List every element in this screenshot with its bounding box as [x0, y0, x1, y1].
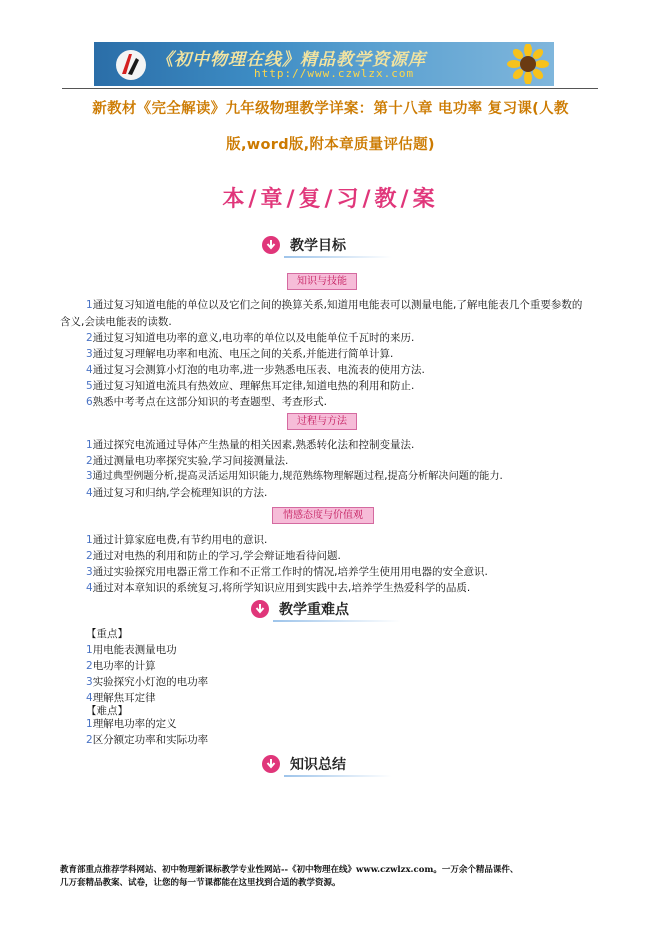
section-underline — [284, 775, 392, 777]
tag-attitude-values: 情感态度与价值观 — [272, 507, 374, 524]
list-item: 4通过复习会测算小灯泡的电功率,进一步熟悉电压表、电流表的使用方法. — [86, 364, 425, 376]
section-heading-goals — [262, 234, 392, 258]
section-heading-summary — [262, 753, 392, 777]
header-banner — [94, 42, 554, 86]
doc-title-line2: 版,word版,附本章质量评估题) — [226, 137, 435, 153]
list-item: 1用电能表测量电功 — [86, 644, 177, 656]
page-footer — [60, 864, 605, 890]
list-item: 3通过实验探究用电器正常工作和不正常工作时的情况,培养学生使用用电器的安全意识. — [86, 566, 488, 578]
section-heading-difficulties — [251, 598, 401, 622]
list-item: 5通过复习知道电流具有热效应、理解焦耳定律,知道电热的利用和防止. — [86, 380, 415, 392]
footer-line1: 教育部重点推荐学科网站、初中物理新课标教学专业性网站--《初中物理在线》www.czwlzx.com。一万余个精品课件、 — [60, 865, 519, 875]
footer-line2: 几万套精品教案、试卷，让您的每一节课都能在这里找到合适的教学资源。 — [60, 878, 341, 888]
arrow-down-icon — [251, 600, 269, 618]
list-item: 1通过复习知道电能的单位以及它们之间的换算关系,知道用电能表可以测量电能,了解电能表几个重要参数的含义,会读电能表的读数. — [60, 299, 583, 328]
list-item: 2通过测量电功率探究实验,学习间接测量法. — [86, 455, 289, 467]
hard-points-label: 【难点】 — [86, 705, 128, 717]
tag-process-method: 过程与方法 — [287, 413, 357, 430]
sunflower-icon — [506, 44, 550, 84]
banner-url[interactable]: http://www.czwlzx.com — [254, 67, 415, 80]
list-item: 2区分额定功率和实际功率 — [86, 734, 209, 746]
list-item: 4通过对本章知识的系统复习,将所学知识应用到实践中去,培养学生热爱科学的品质. — [86, 582, 471, 594]
arrow-down-icon — [262, 236, 280, 254]
list-item: 1通过探究电流通过导体产生热量的相关因素,熟悉转化法和控制变量法. — [86, 439, 415, 451]
tag-knowledge-skills: 知识与技能 — [287, 273, 357, 290]
main-title: 本/章/复/习/教/案 — [222, 187, 439, 212]
arrow-down-icon — [262, 755, 280, 773]
section-underline — [284, 256, 392, 258]
site-logo-icon — [114, 48, 148, 82]
list-item: 1通过计算家庭电费,有节约用电的意识. — [86, 534, 268, 546]
list-item: 3实验探究小灯泡的电功率 — [86, 676, 209, 688]
list-item: 3通过典型例题分析,提高灵活运用知识能力,规范熟练物理解题过程,提高分析解决问题的能力. — [86, 471, 503, 482]
list-item: 4理解焦耳定律 — [86, 692, 156, 704]
list-item: 2通过复习知道电功率的意义,电功率的单位以及电能单位千瓦时的来历. — [86, 332, 415, 344]
banner-title: 《初中物理在线》精品教学资源库 — [156, 50, 426, 70]
list-item: 6熟悉中考考点在这部分知识的考查题型、考查形式. — [86, 396, 328, 408]
section-heading-text: 知识总结 — [290, 757, 346, 773]
section-heading-text: 教学目标 — [290, 238, 346, 254]
key-points-label: 【重点】 — [86, 628, 128, 640]
section-heading-text: 教学重难点 — [279, 602, 349, 618]
list-item: 2电功率的计算 — [86, 660, 156, 672]
list-item: 2通过对电热的利用和防止的学习,学会辩证地看待问题. — [86, 550, 341, 562]
list-item: 4通过复习和归纳,学会梳理知识的方法. — [86, 487, 268, 499]
section-underline — [273, 620, 401, 622]
doc-title-line1: 新教材《完全解读》九年级物理教学详案：第十八章 电功率 复习课(人教 — [92, 101, 569, 117]
header-rule — [62, 88, 598, 89]
list-item: 3通过复习理解电功率和电流、电压之间的关系,并能进行简单计算. — [86, 348, 394, 360]
list-item: 1理解电功率的定义 — [86, 718, 177, 730]
